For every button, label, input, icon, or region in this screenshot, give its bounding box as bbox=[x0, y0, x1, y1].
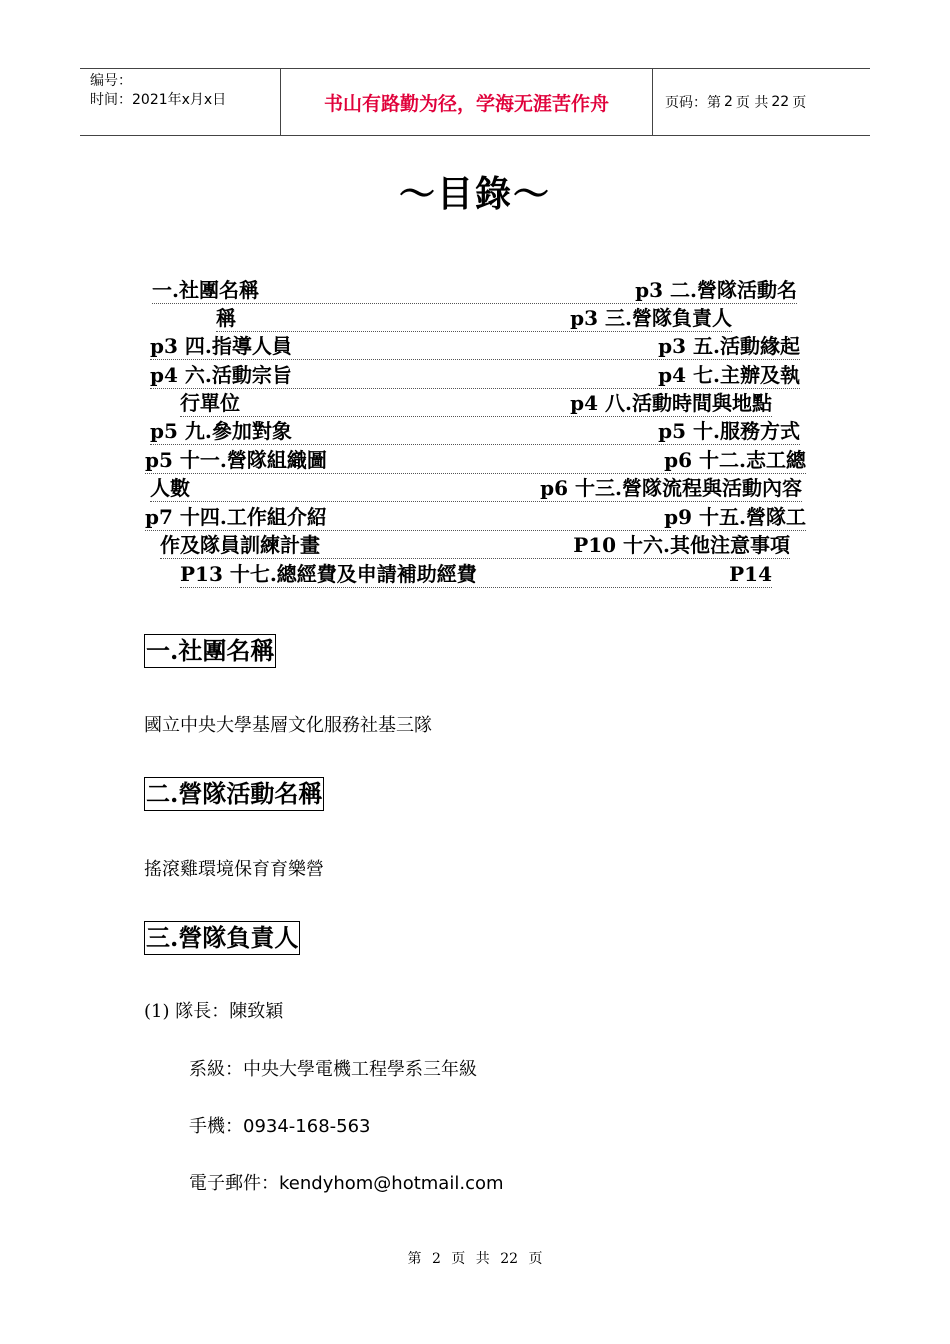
toc-line[interactable]: 行單位 p4 八.活動時間與地點 bbox=[180, 391, 772, 415]
club-name-text: 國立中央大學基層文化服務社基三隊 bbox=[144, 715, 432, 736]
page-footer: 第 2 页 共 22 页 bbox=[407, 1251, 543, 1267]
header-meta bbox=[80, 69, 281, 135]
page-title: ～目錄～ bbox=[398, 173, 551, 215]
page-header bbox=[80, 68, 870, 136]
section-heading-leader: 三.營隊負責人 bbox=[144, 921, 300, 955]
section-heading-club-name: 一.社團名稱 bbox=[144, 634, 276, 668]
toc-line[interactable]: 稱 p3 三.營隊負責人 bbox=[216, 306, 732, 330]
leader-phone: 手機：0934-168-563 bbox=[189, 1116, 371, 1137]
email-link[interactable]: kendyhom@hotmail.com bbox=[279, 1173, 504, 1194]
toc-line[interactable]: p3 四.指導人員 p3 五.活動緣起 bbox=[150, 334, 800, 358]
toc-line[interactable]: p5 十一.營隊組織圖 p6 十二.志工總 bbox=[145, 448, 806, 472]
header-motto: 书山有路勤为径，学海无涯苦作舟 bbox=[281, 69, 653, 135]
leader-email: 電子郵件：kendyhom@hotmail.com bbox=[189, 1173, 504, 1194]
activity-name-text: 搖滾雞環境保育育樂營 bbox=[144, 859, 324, 880]
toc-line[interactable]: p7 十四.工作組介紹 p9 十五.營隊工 bbox=[145, 505, 806, 529]
header-number: 编号： bbox=[90, 73, 132, 89]
toc-line[interactable]: p4 六.活動宗旨 p4 七.主辦及執 bbox=[150, 363, 800, 387]
header-time: 时间：2021年x月x日 bbox=[90, 92, 227, 108]
leader-name: (1) 隊長：陳致穎 bbox=[144, 1001, 284, 1022]
toc-line[interactable]: 人數 p6 十三.營隊流程與活動內容 bbox=[150, 476, 802, 500]
section-heading-activity-name: 二.營隊活動名稱 bbox=[144, 777, 324, 811]
toc-line[interactable]: P13 十七.總經費及申請補助經費 P14 bbox=[180, 562, 772, 586]
toc-line[interactable]: 作及隊員訓練計畫 P10 十六.其他注意事項 bbox=[160, 533, 790, 557]
header-page-info: 页码：第 2 页 共 22 页 bbox=[665, 94, 807, 111]
leader-department: 系級：中央大學電機工程學系三年級 bbox=[189, 1059, 477, 1080]
toc-line[interactable]: 一.社團名稱 p3 二.營隊活動名 bbox=[152, 278, 797, 302]
toc-line[interactable]: p5 九.參加對象 p5 十.服務方式 bbox=[150, 419, 800, 443]
